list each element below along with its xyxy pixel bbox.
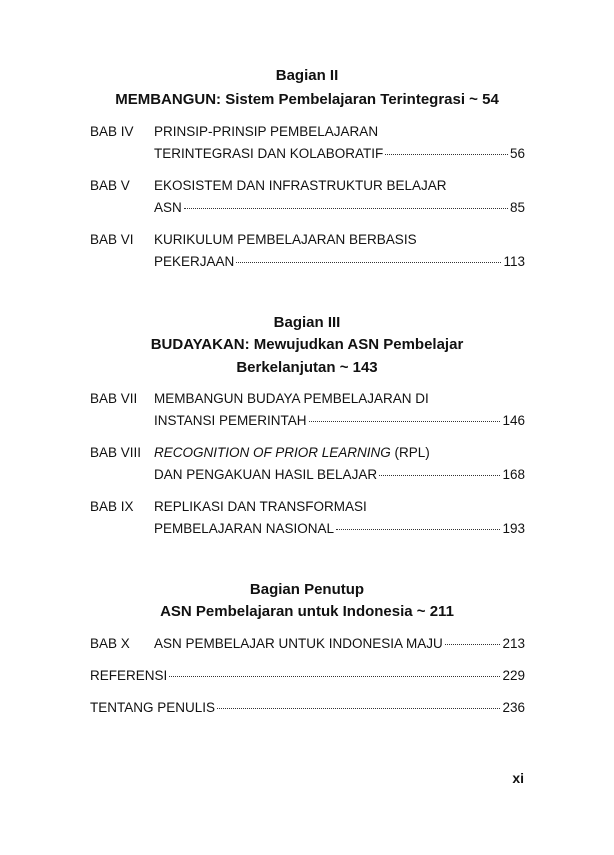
chapter-title-line2: PEMBELAJARAN NASIONAL: [154, 521, 335, 536]
toc-entry[interactable]: [90, 633, 525, 655]
chapter-title-line1: ASN PEMBELAJAR UNTUK INDONESIA MAJU: [154, 636, 443, 651]
chapter-title-line1: MEMBANGUN BUDAYA PEMBELAJARAN DI: [154, 391, 429, 406]
dot-leader: [236, 262, 501, 263]
dot-leader: [169, 676, 500, 677]
dot-leader: [336, 529, 500, 530]
chapter-title-suffix: (RPL): [390, 445, 430, 460]
toc-entry[interactable]: [90, 496, 525, 540]
dot-leader: [184, 208, 508, 209]
chapter-title-line2: PEKERJAAN: [154, 254, 235, 269]
chapter-title-line1: [154, 442, 525, 464]
toc-entry-about-authors[interactable]: [90, 697, 525, 719]
toc-entry[interactable]: [90, 229, 525, 273]
chapter-title-line2: DAN PENGAKUAN HASIL BELAJAR: [154, 467, 378, 482]
toc-entry[interactable]: [90, 175, 525, 219]
page-ref: 56: [509, 146, 525, 161]
chapter-label: BAB VII: [90, 391, 138, 406]
chapter-title-line2: TERINTEGRASI DAN KOLABORATIF: [154, 146, 384, 161]
page-ref: 193: [502, 521, 525, 536]
chapter-title-line2: INSTANSI PEMERINTAH: [154, 413, 307, 428]
page-ref: 229: [502, 668, 525, 683]
chapter-label: BAB IV: [90, 124, 134, 139]
dot-leader: [385, 154, 508, 155]
chapter-label: BAB IX: [90, 499, 134, 514]
chapter-title-line2: ASN: [154, 200, 182, 215]
toc-entry[interactable]: [90, 121, 525, 165]
chapter-title-line1: REPLIKASI DAN TRANSFORMASI: [154, 499, 367, 514]
part2-heading: Bagian II: [275, 67, 339, 84]
toc-entry[interactable]: [90, 388, 525, 432]
closing-subtitle: ASN Pembelajaran untuk Indonesia ~ 211: [160, 603, 454, 620]
chapter-label: BAB X: [90, 636, 130, 651]
page-ref: 113: [503, 254, 525, 269]
about-authors-label: TENTANG PENULIS: [90, 700, 216, 715]
chapter-label: BAB VIII: [90, 445, 142, 460]
closing-heading: Bagian Penutup: [249, 581, 365, 598]
chapter-title-line1: PRINSIP-PRINSIP PEMBELAJARAN: [154, 124, 379, 139]
part2-subtitle: MEMBANGUN: Sistem Pembelajaran Terintegrasi ~ 54: [115, 91, 499, 108]
chapter-title-italic: RECOGNITION OF PRIOR LEARNING: [154, 445, 391, 460]
page-ref: 146: [502, 413, 525, 428]
page-ref: 236: [502, 700, 525, 715]
chapter-title-line1: KURIKULUM PEMBELAJARAN BERBASIS: [154, 232, 417, 247]
toc-entry-references[interactable]: [90, 665, 525, 687]
references-label: REFERENSI: [90, 668, 168, 683]
page-ref: 213: [502, 636, 525, 651]
page-ref: 168: [502, 467, 525, 482]
part3-subtitle-line2: Berkelanjutan ~ 143: [236, 359, 378, 376]
dot-leader: [379, 475, 500, 476]
dot-leader: [309, 421, 501, 422]
dot-leader: [445, 644, 501, 645]
dot-leader: [217, 708, 500, 709]
part3-subtitle-line1: BUDAYAKAN: Mewujudkan ASN Pembelajar: [150, 336, 464, 353]
chapter-label: BAB VI: [90, 232, 134, 247]
page-number: xi: [512, 770, 524, 786]
toc-entry[interactable]: [90, 442, 525, 486]
chapter-title-line1: EKOSISTEM DAN INFRASTRUKTUR BELAJAR: [154, 178, 447, 193]
page-ref: 85: [509, 200, 525, 215]
part3-heading: Bagian III: [273, 314, 341, 331]
chapter-label: BAB V: [90, 178, 130, 193]
